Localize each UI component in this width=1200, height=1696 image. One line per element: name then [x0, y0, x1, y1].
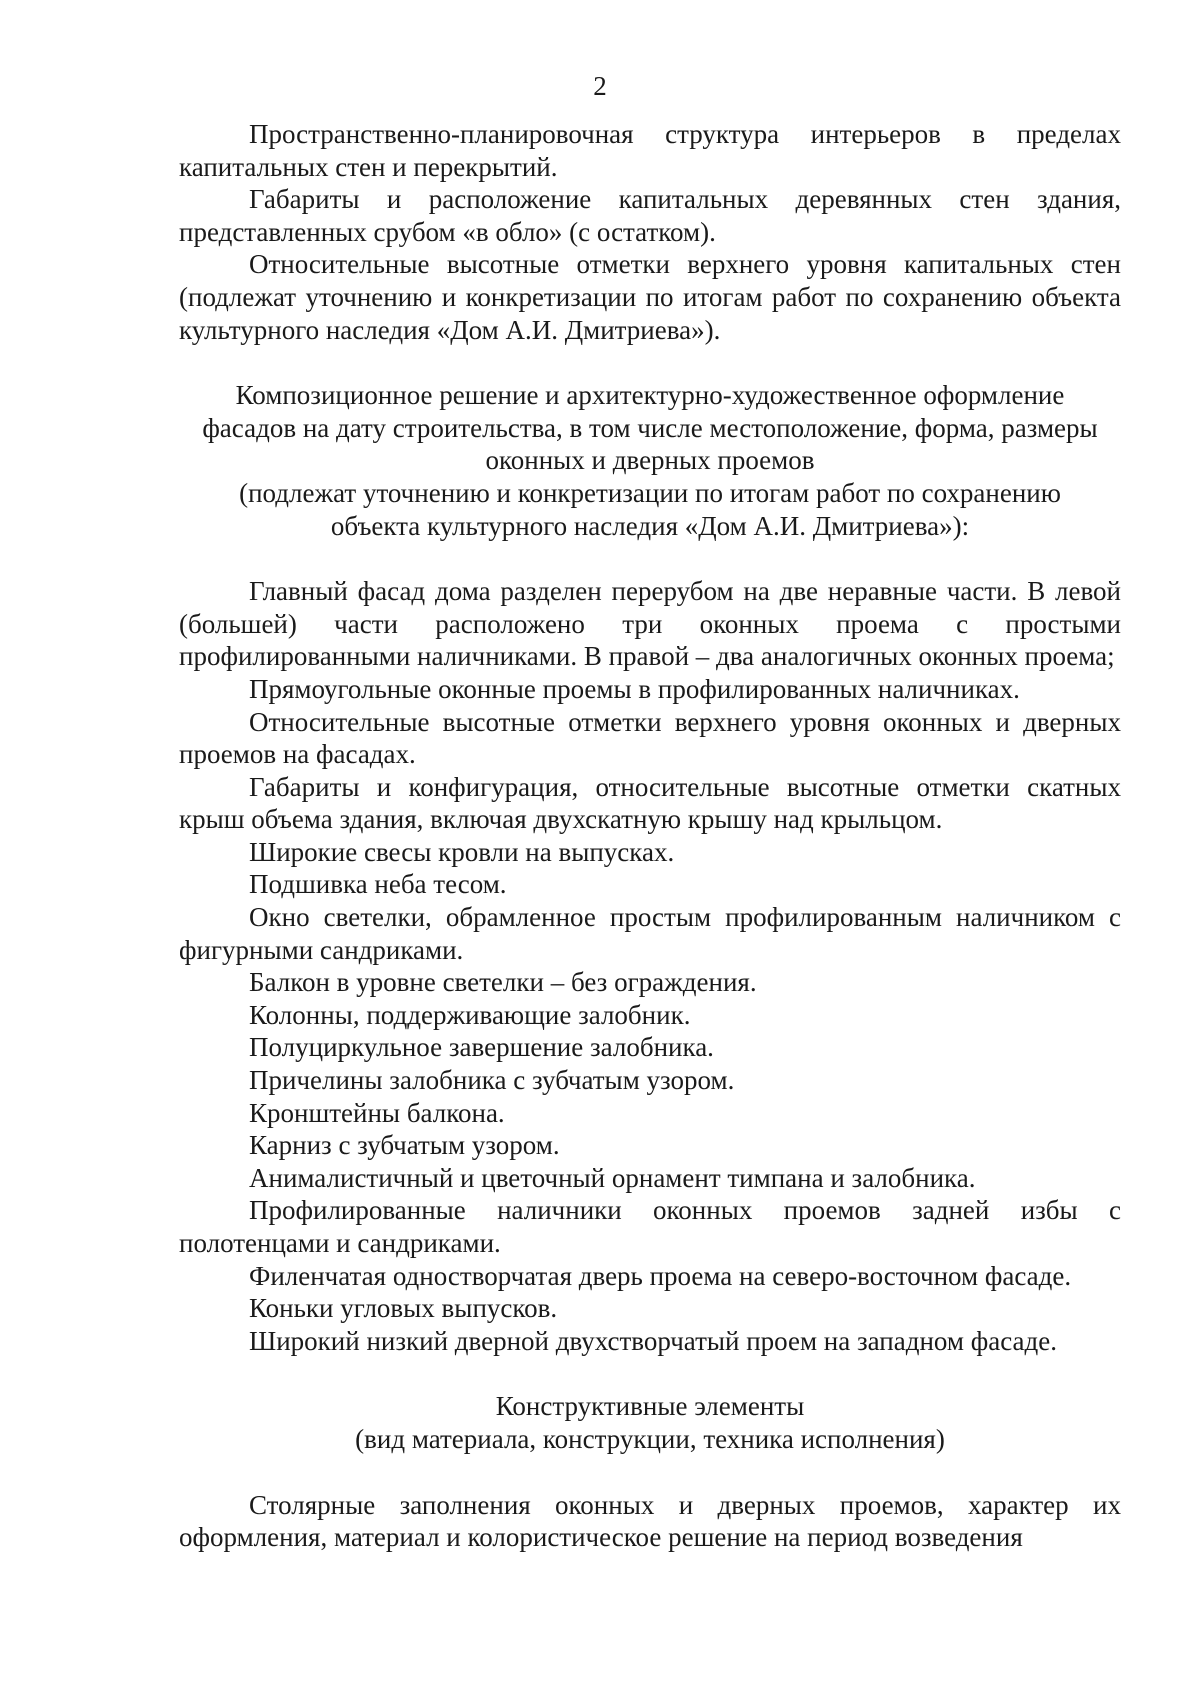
paragraph: Относительные высотные отметки верхнего уровня оконных и дверных проемов на фасадах.	[179, 706, 1121, 770]
paragraph: Габариты и расположение капитальных деревянных стен здания, представленных срубом «в обло» (с остатком).	[179, 184, 1121, 247]
paragraph: Широкие свесы кровли на выпусках.	[249, 836, 675, 867]
paragraph: Окно светелки, обрамленное простым профилированным наличником с фигурными сандриками.	[179, 902, 1121, 965]
paragraph: Главный фасад дома разделен перерубом на две неравные части. В левой (большей) части расположено три оконных проема с простыми профилированными наличниками. В правой – два аналогичных оконных проема;	[179, 576, 1121, 672]
paragraph: Кронштейны балкона.	[249, 1097, 505, 1128]
paragraph: Широкий низкий дверной двухстворчатый проем на западном фасаде.	[249, 1325, 1057, 1356]
facade-section-body	[179, 575, 1121, 1357]
paragraph: Балкон в уровне светелки – без ограждения.	[249, 967, 757, 998]
paragraph: Филенчатая одностворчатая дверь проема на северо-восточном фасаде.	[249, 1260, 1072, 1291]
paragraph: Полуциркульное завершение залобника.	[249, 1032, 714, 1063]
facade-section	[179, 379, 1121, 1357]
paragraph: Относительные высотные отметки верхнего уровня капитальных стен (подлежат уточнению и конкретизации по итогам работ по сохранению объекта культурного наследия «Дом А.И. Дмитриева»).	[179, 249, 1121, 345]
section-spacer	[179, 1357, 1121, 1390]
section-heading-line: Композиционное решение и архитектурно-художественное оформление	[235, 380, 1065, 411]
construction-section-heading	[179, 1390, 1121, 1455]
paragraph: Причелины залобника с зубчатым узором.	[249, 1065, 735, 1096]
section-heading-line: фасадов на дату строительства, в том числе местоположение, форма, размеры	[202, 412, 1098, 443]
construction-section-body	[179, 1489, 1121, 1554]
section-spacer	[179, 346, 1121, 379]
section-heading-line: (вид материала, конструкции, техника исполнения)	[355, 1423, 945, 1454]
intro-block	[179, 118, 1121, 346]
paragraph: Профилированные наличники оконных проемов задней избы с полотенцами и сандриками.	[179, 1195, 1121, 1258]
section-heading-line: оконных и дверных проемов	[485, 445, 815, 476]
section-heading-line: (подлежат уточнению и конкретизации по итогам работ по сохранению	[239, 477, 1061, 508]
paragraph: Подшивка неба тесом.	[249, 869, 507, 900]
document-body	[179, 118, 1121, 1554]
paragraph: Коньки угловых выпусков.	[249, 1293, 558, 1324]
paragraph: Столярные заполнения оконных и дверных проемов, характер их оформления, материал и колористическое решение на период возведения	[179, 1489, 1121, 1553]
paragraph: Габариты и конфигурация, относительные высотные отметки скатных крыш объема здания, включая двухскатную крышу над крыльцом.	[179, 771, 1121, 835]
section-heading-line: объекта культурного наследия «Дом А.И. Дмитриева»):	[330, 510, 970, 541]
paragraph: Колонны, поддерживающие залобник.	[249, 999, 691, 1030]
facade-section-heading	[179, 379, 1121, 542]
section-spacer	[179, 1456, 1121, 1489]
paragraph: Карниз с зубчатым узором.	[249, 1130, 560, 1161]
construction-section	[179, 1390, 1121, 1553]
page-number: 2	[593, 71, 607, 101]
section-spacer	[179, 542, 1121, 575]
paragraph: Анималистичный и цветочный орнамент тимпана и залобника.	[249, 1162, 976, 1193]
paragraph: Пространственно-планировочная структура интерьеров в пределах капитальных стен и перекрытий.	[179, 119, 1121, 182]
section-heading-line: Конструктивные элементы	[495, 1391, 805, 1422]
paragraph: Прямоугольные оконные проемы в профилированных наличниках.	[249, 673, 1020, 704]
